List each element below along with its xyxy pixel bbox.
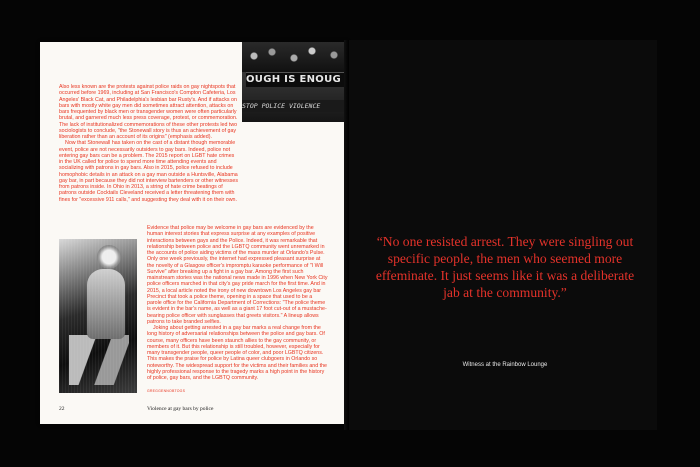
protest-banner-text: OUGH IS ENOUG [246,72,348,87]
page-number: 22 [59,406,65,412]
right-page [349,40,657,430]
body-text-block-1 [59,84,239,203]
photo-texture [59,239,137,393]
paragraph: Also less known are the protests against police raids on gay nightspots that occurred before 1969, including at San Francisco's Compton Cafeteria, Los Angeles' Black Cat, and Philadelphia's lesbian bar Rusty's. And if attacks on bars with mostly white gay men did sometimes attract attention, attacks on bars frequented by black men or transgender women were often particularly brutal, and garnered much less press coverage, protest, or commemoration. The lack of institutionalized commemorations of these other protests led two sociologists to conclude, "the Stonewall story is thus an achievement of gay liberation rather than an account of its origins" (emphasis added). [59,84,238,140]
paragraph: Now that Stonewall has taken on the cast of a distant though memorable event, police are not necessarily outsiders to gay bars. Indeed, police not entering gay bars can be a problem. The 2015 report on LGBT hate crimes in the UK called for police to spend more time attending events and socializing with patrons in gay bars. Also in 2015, police refused to include homophobic details in an attack on a gay man outside a Huntsville, Alabama gay bar, in part because they did not interview bartenders or other witnesses from patrons inside. In Ohio in 2013, a string of hate crime beatings of patrons outside Cocktails Cleveland received a letter threatening them with fines for "excessive 911 calls," and suggesting they deal with it on their own. [59,140,239,203]
protest-banner-text-2: STOP POLICE VIOLENCE [242,100,348,112]
quote-attribution: Witness at the Rainbow Lounge [462,362,548,368]
running-head: Violence at gay bars by police [147,406,214,412]
crowd-image [242,42,348,72]
body-text-block-2 [147,225,328,381]
pull-quote: “No one resisted arrest. They were singling out specific people, the men who seemed more effeminate. It just seems like it was a deliberate jab at the community.” [375,234,635,300]
left-page [40,42,348,424]
paragraph: Joking about getting arrested in a gay bar marks a real change from the long history of adversarial relationships between the police and gay bars. Of course, many officers have been staunch allies to the gay community, or members of it. But this relationship is still troubled, however, especially for many transgender people, queer people of color, and poor LGBTQ citizens. This makes the praise for police by Latina queer clubgoers in Orlando so noteworthy. The widespread support for the victims and their families and the highly professional response to the tragedy marks a high point in the history of police, gay bars, and the LGBTQ community. [147,325,327,381]
protest-photo [242,42,348,122]
paragraph: Evidence that police may be welcome in gay bars are evidenced by the human interest stories that express surprise at any examples of positive interactions between gays and the Police. Indeed, it was remarkable that relationship between police and the LGBTQ community went unremarked in the accounts of police aiding victims of the mass murder at Orlando's Pulse. Only one week previously, the internet had expressed pleasant surprise at the novelty of a Glasgow officer's impromptu karaoke performance of "I Will Survive" after breaking up a fight in a gay bar. Among the first such mainstream stories was the national news made in 1996 when New York City police officers marched in that city's gay pride march for the first time. And in 2015, a local article noted the irony of new downtown Los Angeles gay bar Precinct that took a police theme, opening in a space that used to be a parole office for the California Department of Corrections: "The police theme is evident in the bar's name, as well as a giant 17 foot cut-out of a mustache-bearing police officer with sunglasses that greets visitors." A lineup allows patrons to take branded selfies. [147,225,328,325]
photo-credit: GREGGENNOBTOGS [147,389,186,393]
performer-photo [59,239,137,393]
